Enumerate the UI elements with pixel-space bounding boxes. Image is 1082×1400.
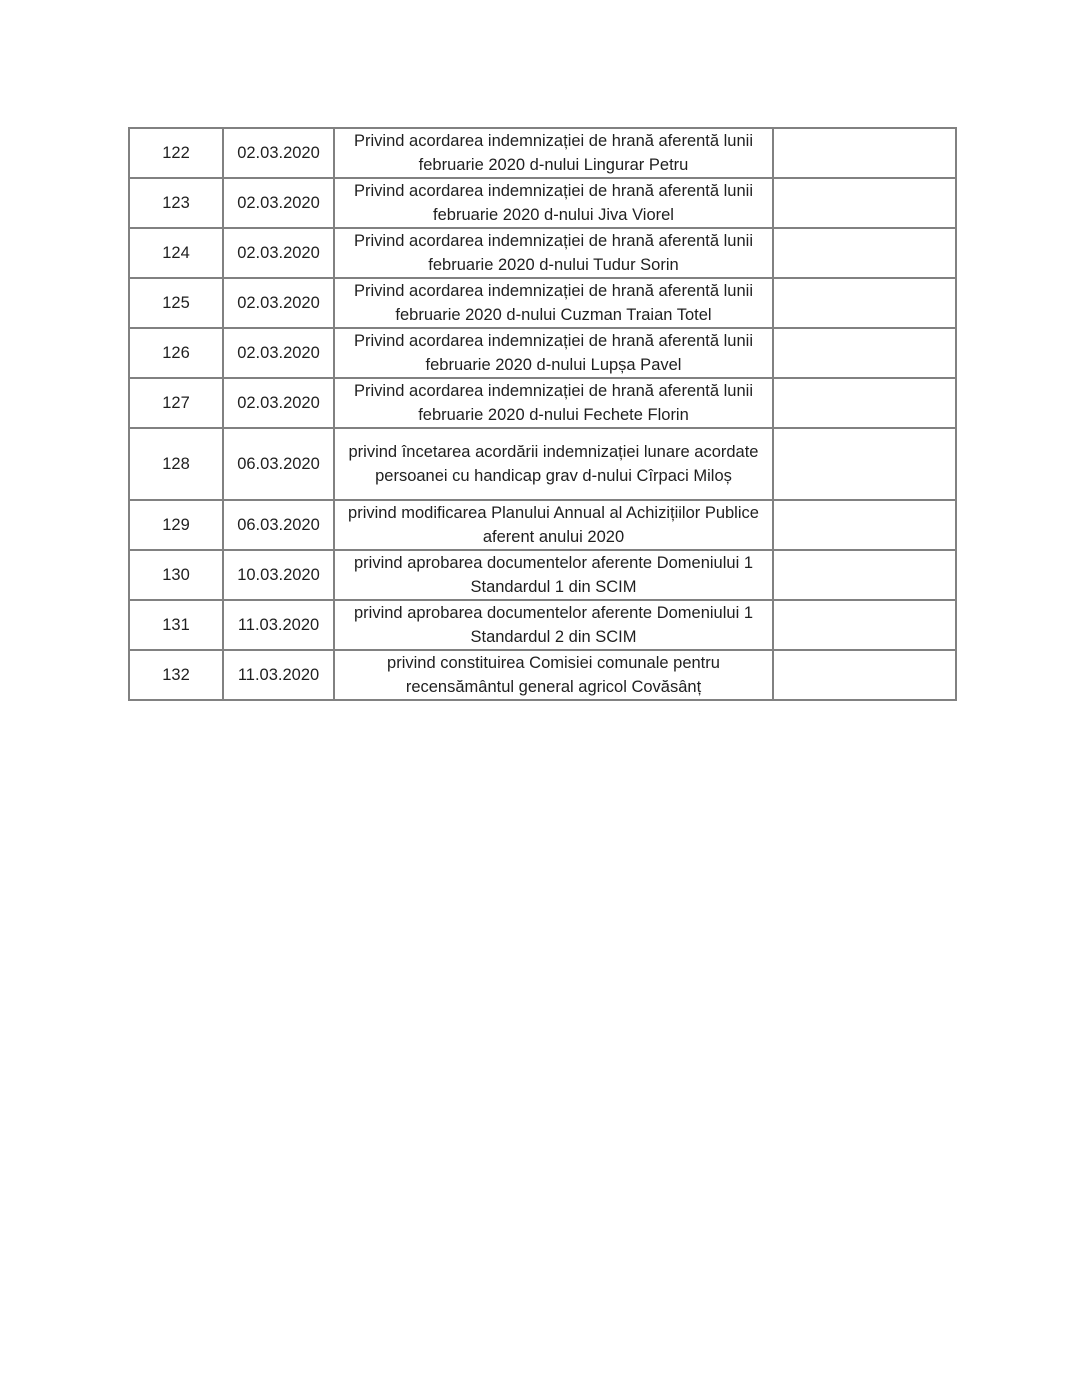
row-number: 131	[129, 600, 223, 650]
row-description: Privind acordarea indemnizației de hrană aferentă lunii februarie 2020 d-nului Cuzman Traian Totel	[334, 278, 773, 328]
decisions-table	[128, 127, 957, 701]
table-row	[129, 328, 956, 378]
row-number: 122	[129, 128, 223, 178]
row-note	[773, 500, 956, 550]
row-description: Privind acordarea indemnizației de hrană aferentă lunii februarie 2020 d-nului Lupșa Pavel	[334, 328, 773, 378]
row-date: 02.03.2020	[223, 178, 334, 228]
row-description: Privind acordarea indemnizației de hrană aferentă lunii februarie 2020 d-nului Tudur Sorin	[334, 228, 773, 278]
row-note	[773, 278, 956, 328]
row-description: privind modificarea Planului Annual al Achizițiilor Publice aferent anului 2020	[334, 500, 773, 550]
row-number: 126	[129, 328, 223, 378]
row-description: Privind acordarea indemnizației de hrană aferentă lunii februarie 2020 d-nului Fechete Florin	[334, 378, 773, 428]
row-number: 124	[129, 228, 223, 278]
table-row	[129, 428, 956, 500]
row-date: 11.03.2020	[223, 650, 334, 700]
table-row	[129, 500, 956, 550]
row-note	[773, 428, 956, 500]
table-row	[129, 550, 956, 600]
table-row	[129, 228, 956, 278]
row-date: 02.03.2020	[223, 228, 334, 278]
row-date: 06.03.2020	[223, 428, 334, 500]
row-description: privind aprobarea documentelor aferente Domeniului 1 Standardul 1 din SCIM	[334, 550, 773, 600]
row-description: Privind acordarea indemnizației de hrană aferentă lunii februarie 2020 d-nului Lingurar Petru	[334, 128, 773, 178]
row-date: 06.03.2020	[223, 500, 334, 550]
table-row	[129, 650, 956, 700]
row-note	[773, 550, 956, 600]
row-description: privind aprobarea documentelor aferente Domeniului 1 Standardul 2 din SCIM	[334, 600, 773, 650]
row-number: 128	[129, 428, 223, 500]
row-date: 02.03.2020	[223, 278, 334, 328]
row-date: 02.03.2020	[223, 328, 334, 378]
row-number: 129	[129, 500, 223, 550]
row-description: Privind acordarea indemnizației de hrană aferentă lunii februarie 2020 d-nului Jiva Viorel	[334, 178, 773, 228]
row-note	[773, 128, 956, 178]
row-note	[773, 600, 956, 650]
table-row	[129, 600, 956, 650]
row-description: privind constituirea Comisiei comunale pentru recensământul general agricol Covăsânț	[334, 650, 773, 700]
row-note	[773, 178, 956, 228]
row-number: 130	[129, 550, 223, 600]
row-note	[773, 650, 956, 700]
row-description: privind încetarea acordării indemnizației lunare acordate persoanei cu handicap grav d-nului Cîrpaci Miloș	[334, 428, 773, 500]
row-date: 10.03.2020	[223, 550, 334, 600]
row-date: 11.03.2020	[223, 600, 334, 650]
row-number: 125	[129, 278, 223, 328]
row-number: 123	[129, 178, 223, 228]
row-note	[773, 378, 956, 428]
table-row	[129, 378, 956, 428]
table-row	[129, 128, 956, 178]
row-note	[773, 328, 956, 378]
row-note	[773, 228, 956, 278]
table-row	[129, 178, 956, 228]
row-date: 02.03.2020	[223, 128, 334, 178]
table-row	[129, 278, 956, 328]
row-number: 132	[129, 650, 223, 700]
row-date: 02.03.2020	[223, 378, 334, 428]
row-number: 127	[129, 378, 223, 428]
